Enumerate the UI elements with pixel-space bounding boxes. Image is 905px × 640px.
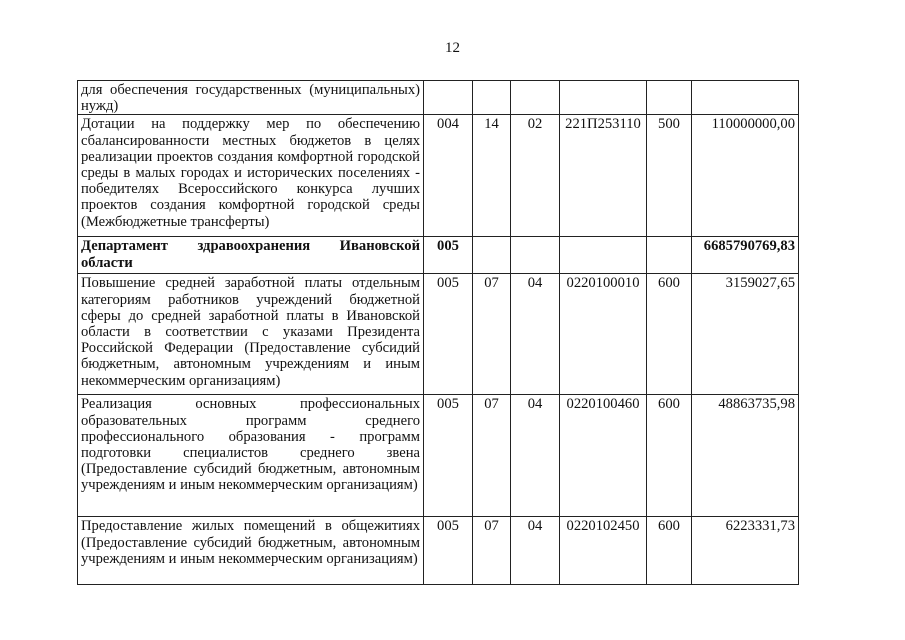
row-name: Дотации на поддержку мер по обеспечению сбалансированности местных бюджетов в целях реализации проектов создания комфортной городской среды в малых городах и исторических поселениях - победителях Всероссийского конкурса лучших проектов создания комфортной городской среды (Межбюджетные трансферты): [78, 115, 424, 237]
subsection-code: 04: [511, 517, 560, 585]
section-code: [473, 237, 511, 274]
amount: [692, 81, 799, 115]
ministry-code: 005: [424, 274, 473, 395]
subsection-code: 04: [511, 274, 560, 395]
ministry-code: 005: [424, 395, 473, 517]
table-row: [78, 115, 799, 237]
target-article: 221П253110: [560, 115, 647, 237]
target-article: [560, 237, 647, 274]
table-row: [78, 81, 799, 115]
subsection-code: 02: [511, 115, 560, 237]
expense-type: 600: [647, 395, 692, 517]
amount: 48863735,98: [692, 395, 799, 517]
expense-type: 500: [647, 115, 692, 237]
target-article: 0220100460: [560, 395, 647, 517]
ministry-code: [424, 81, 473, 115]
department-name: Департамент здравоохранения Ивановской области: [78, 237, 424, 274]
budget-table: [77, 80, 799, 585]
expense-type: 600: [647, 517, 692, 585]
table-row: [78, 274, 799, 395]
target-article: [560, 81, 647, 115]
expense-type: 600: [647, 274, 692, 395]
target-article: 0220100010: [560, 274, 647, 395]
amount: 6685790769,83: [692, 237, 799, 274]
subsection-code: 04: [511, 395, 560, 517]
ministry-code: 005: [424, 517, 473, 585]
subsection-code: [511, 237, 560, 274]
amount: 3159027,65: [692, 274, 799, 395]
section-code: 07: [473, 274, 511, 395]
row-name: Повышение средней заработной платы отдельным категориям работников учреждений бюджетной сферы до средней заработной платы в Ивановской области в соответствии с указами Президента Российской Федерации (Предоставление субсидий бюджетным, автономным учреждениям и иным некоммерческим организациям): [78, 274, 424, 395]
section-code: 14: [473, 115, 511, 237]
subsection-code: [511, 81, 560, 115]
row-name: Реализация основных профессиональных образовательных программ среднего профессионального образования - программ подготовки специалистов среднего звена (Предоставление субсидий бюджетным, автономным учреждениям и иным некоммерческим организациям): [78, 395, 424, 517]
page-number: 12: [445, 40, 460, 56]
ministry-code: 005: [424, 237, 473, 274]
section-code: [473, 81, 511, 115]
table-row-department: [78, 237, 799, 274]
row-name: для обеспечения государственных (муниципальных) нужд): [78, 81, 424, 115]
table-row: [78, 517, 799, 585]
expense-type: [647, 81, 692, 115]
ministry-code: 004: [424, 115, 473, 237]
section-code: 07: [473, 395, 511, 517]
expense-type: [647, 237, 692, 274]
target-article: 0220102450: [560, 517, 647, 585]
section-code: 07: [473, 517, 511, 585]
row-name: Предоставление жилых помещений в общежитиях (Предоставление субсидий бюджетным, автономным учреждениям и иным некоммерческим организациям): [78, 517, 424, 585]
amount: 6223331,73: [692, 517, 799, 585]
amount: 110000000,00: [692, 115, 799, 237]
table-row: [78, 395, 799, 517]
